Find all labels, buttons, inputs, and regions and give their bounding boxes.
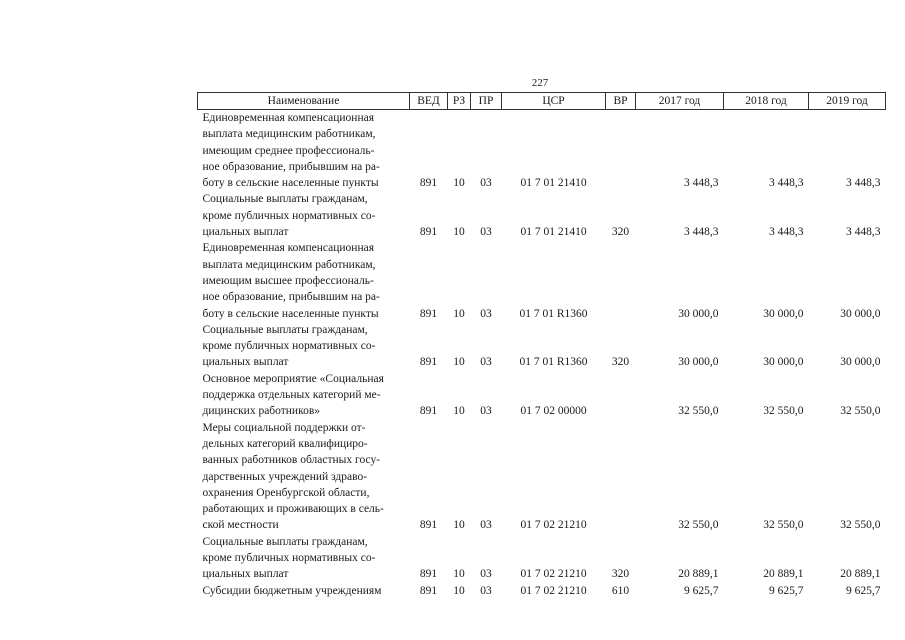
row-pr: 03 xyxy=(480,568,492,581)
table-row xyxy=(198,371,886,420)
row-ved: 891 xyxy=(419,177,438,190)
row-2019-value: 32 550,0 xyxy=(840,519,881,532)
page-number: 227 xyxy=(531,77,549,89)
row-rz: 10 xyxy=(453,405,465,418)
row-2019-value: 20 889,1 xyxy=(840,568,881,581)
table-row xyxy=(198,240,886,321)
row-vr xyxy=(606,110,636,192)
row-vr: 320 xyxy=(611,568,630,581)
row-rz: 10 xyxy=(453,519,465,532)
row-ved: 891 xyxy=(419,584,438,597)
row-2018-value: 30 000,0 xyxy=(763,356,804,369)
row-2017-value: 30 000,0 xyxy=(678,307,719,320)
row-name: Социальные выплаты гражданам, кроме публичных нормативных со- циальных выплат xyxy=(202,535,376,581)
header-csr: ЦСР xyxy=(502,93,606,110)
row-csr: 01 7 01 R1360 xyxy=(519,307,588,320)
row-pr: 03 xyxy=(480,307,492,320)
row-2019-value: 3 448,3 xyxy=(846,177,881,190)
budget-table xyxy=(197,92,886,599)
row-2019-value: 30 000,0 xyxy=(840,307,881,320)
row-ved: 891 xyxy=(419,405,438,418)
row-vr: 320 xyxy=(611,226,630,239)
row-pr: 03 xyxy=(480,177,492,190)
row-vr xyxy=(606,371,636,420)
row-2017-value: 30 000,0 xyxy=(678,356,719,369)
row-2018-value: 20 889,1 xyxy=(763,568,804,581)
row-name: Социальные выплаты гражданам, кроме публичных нормативных со- циальных выплат xyxy=(202,323,376,369)
row-name: Социальные выплаты гражданам, кроме публичных нормативных со- циальных выплат xyxy=(202,193,376,239)
row-csr: 01 7 02 21210 xyxy=(520,519,587,532)
row-csr: 01 7 01 R1360 xyxy=(519,356,588,369)
header-rz: РЗ xyxy=(448,93,471,110)
row-2017-value: 3 448,3 xyxy=(684,226,719,239)
row-vr xyxy=(606,240,636,321)
row-2017-value: 20 889,1 xyxy=(678,568,719,581)
row-rz: 10 xyxy=(453,356,465,369)
row-name: Основное мероприятие «Социальная поддержка отдельных категорий ме- дицинских работников» xyxy=(202,372,384,418)
table-row xyxy=(198,583,886,599)
row-pr: 03 xyxy=(480,584,492,597)
row-csr: 01 7 02 21210 xyxy=(520,584,587,597)
row-vr xyxy=(606,420,636,534)
header-2017: 2017 год xyxy=(636,93,724,110)
row-rz: 10 xyxy=(453,584,465,597)
row-ved: 891 xyxy=(419,226,438,239)
table-body xyxy=(198,110,886,599)
row-2018-value: 3 448,3 xyxy=(769,226,804,239)
row-ved: 891 xyxy=(419,356,438,369)
row-ved: 891 xyxy=(419,307,438,320)
table-row xyxy=(198,322,886,371)
row-2017-value: 32 550,0 xyxy=(678,405,719,418)
row-name: Субсидии бюджетным учреждениям xyxy=(202,584,382,597)
row-name: Меры социальной поддержки от- дельных категорий квалифициро- ванных работников областных госу- дарственных учреждений здраво- охранения Оренбургской области, работающих и проживающих в сель- ской местности xyxy=(202,421,384,532)
table-row xyxy=(198,110,886,192)
row-2019-value: 30 000,0 xyxy=(840,356,881,369)
table-row xyxy=(198,191,886,240)
row-rz: 10 xyxy=(453,307,465,320)
header-2018: 2018 год xyxy=(724,93,809,110)
row-2018-value: 32 550,0 xyxy=(763,405,804,418)
row-2018-value: 3 448,3 xyxy=(769,177,804,190)
header-name: Наименование xyxy=(198,93,410,110)
row-2018-value: 32 550,0 xyxy=(763,519,804,532)
header-ved: ВЕД xyxy=(410,93,448,110)
row-rz: 10 xyxy=(453,177,465,190)
row-csr: 01 7 01 21410 xyxy=(520,226,587,239)
row-2018-value: 9 625,7 xyxy=(769,584,804,597)
row-vr: 320 xyxy=(611,356,630,369)
row-rz: 10 xyxy=(453,226,465,239)
row-2017-value: 9 625,7 xyxy=(684,584,719,597)
table-header xyxy=(198,93,886,110)
row-pr: 03 xyxy=(480,405,492,418)
row-vr: 610 xyxy=(611,584,630,597)
row-2017-value: 3 448,3 xyxy=(684,177,719,190)
row-2019-value: 32 550,0 xyxy=(840,405,881,418)
row-pr: 03 xyxy=(480,226,492,239)
row-csr: 01 7 02 21210 xyxy=(520,568,587,581)
row-name: Единовременная компенсационная выплата медицинским работникам, имеющим среднее профессиональ- ное образование, прибывшим на ра- боту в сельские населенные пункты xyxy=(202,112,380,190)
row-csr: 01 7 01 21410 xyxy=(520,177,587,190)
header-2019: 2019 год xyxy=(809,93,886,110)
table-row xyxy=(198,534,886,583)
header-pr: ПР xyxy=(471,93,502,110)
row-pr: 03 xyxy=(480,519,492,532)
row-2019-value: 3 448,3 xyxy=(846,226,881,239)
row-pr: 03 xyxy=(480,356,492,369)
row-2019-value: 9 625,7 xyxy=(846,584,881,597)
row-csr: 01 7 02 00000 xyxy=(520,405,587,418)
table-row xyxy=(198,420,886,534)
row-2017-value: 32 550,0 xyxy=(678,519,719,532)
row-rz: 10 xyxy=(453,568,465,581)
row-ved: 891 xyxy=(419,519,438,532)
header-vr: ВР xyxy=(606,93,636,110)
row-ved: 891 xyxy=(419,568,438,581)
row-name: Единовременная компенсационная выплата медицинским работникам, имеющим высшее профессиональ- ное образование, прибывшим на ра- боту в сельские населенные пункты xyxy=(202,242,380,320)
row-2018-value: 30 000,0 xyxy=(763,307,804,320)
